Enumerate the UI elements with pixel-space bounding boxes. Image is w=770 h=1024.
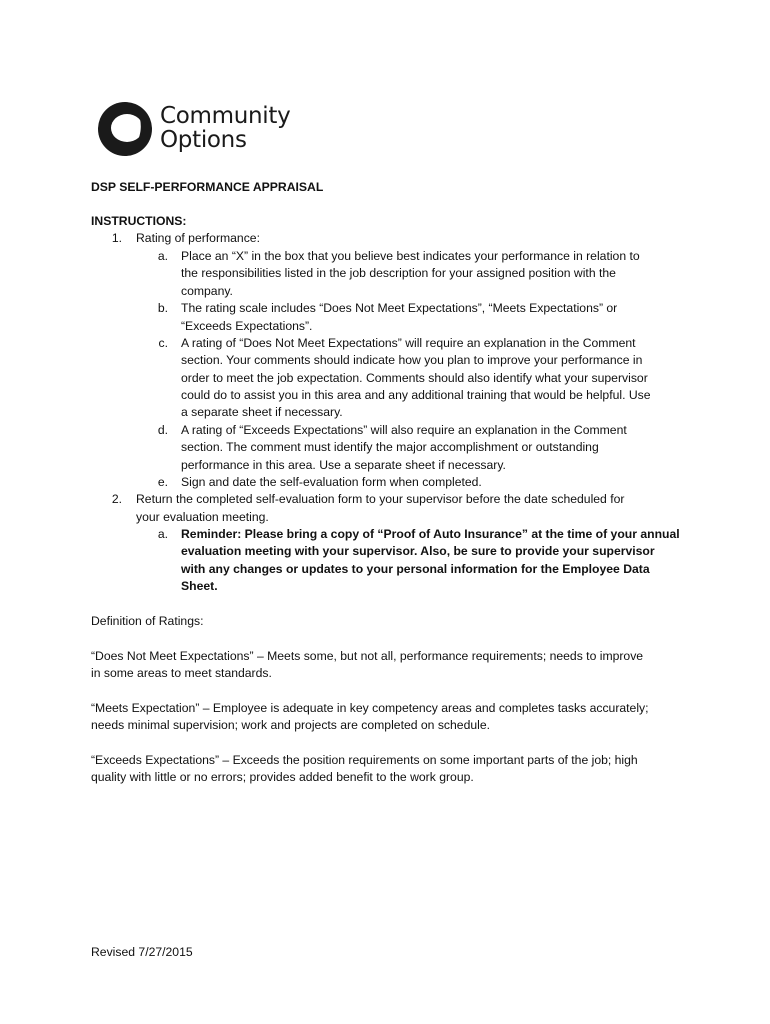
- sub-marker: b.: [157, 301, 168, 315]
- logo-wordmark: [160, 104, 290, 152]
- list-marker: 1.: [111, 231, 122, 245]
- logo-line-2: Options: [160, 127, 247, 153]
- instruction-text: Return the completed self-evaluation form to your supervisor before the date scheduled for: [136, 492, 625, 506]
- sub-marker: d.: [157, 423, 168, 437]
- sub-item-line: A rating of “Exceeds Expectations” will also require an explanation in the Comment: [181, 423, 627, 437]
- definition-line: “Exceeds Expectations” – Exceeds the position requirements on some important parts of the job; high: [91, 753, 638, 767]
- sub-marker: a.: [157, 249, 168, 263]
- sub-item-line: The rating scale includes “Does Not Meet Expectations”, “Meets Expectations” or: [181, 301, 618, 315]
- reminder-line: with any changes or updates to your personal information for the Employee Data: [181, 562, 650, 576]
- instruction-text: your evaluation meeting.: [136, 510, 269, 524]
- definition-line: quality with little or no errors; provides added benefit to the work group.: [91, 770, 474, 784]
- definitions-heading: Definition of Ratings:: [91, 614, 204, 628]
- reminder-line: Sheet.: [181, 579, 218, 593]
- sub-item-line: Sign and date the self-evaluation form when completed.: [181, 475, 482, 489]
- sub-item-line: Place an “X” in the box that you believe best indicates your performance in relation to: [181, 249, 640, 263]
- sub-marker: a.: [157, 527, 168, 541]
- company-logo: [94, 96, 294, 162]
- sub-marker: c.: [158, 336, 168, 350]
- sub-item-line: a separate sheet if necessary.: [181, 405, 343, 419]
- sub-item-line: “Exceeds Expectations”.: [181, 319, 313, 333]
- sub-item-line: performance in this area. Use a separate sheet if necessary.: [181, 458, 506, 472]
- logo-line-1: Community: [160, 103, 291, 129]
- instructions-heading: INSTRUCTIONS:: [91, 214, 187, 228]
- definition-line: “Meets Expectation” – Employee is adequate in key competency areas and completes tasks accurately;: [91, 701, 649, 715]
- sub-item-line: section. The comment must identify the major accomplishment or outstanding: [181, 440, 599, 454]
- sub-item-line: section. Your comments should indicate how you plan to improve your performance in: [181, 353, 643, 367]
- logo-ring-icon: [94, 96, 158, 162]
- sub-item-line: the responsibilities listed in the job description for your assigned position with the: [181, 266, 616, 280]
- definition-line: needs minimal supervision; work and projects are completed on schedule.: [91, 718, 491, 732]
- definition-line: “Does Not Meet Expectations” – Meets some, but not all, performance requirements; needs to improve: [91, 649, 644, 663]
- revision-date: Revised 7/27/2015: [91, 945, 193, 959]
- sub-item-line: company.: [181, 284, 233, 298]
- document-title: DSP SELF-PERFORMANCE APPRAISAL: [91, 180, 324, 194]
- reminder-line: Reminder: Please bring a copy of “Proof of Auto Insurance” at the time of your annual: [181, 527, 680, 541]
- reminder-line: evaluation meeting with your supervisor. Also, be sure to provide your supervisor: [181, 544, 655, 558]
- instruction-text: Rating of performance:: [136, 231, 260, 245]
- sub-item-line: A rating of “Does Not Meet Expectations” will require an explanation in the Comment: [181, 336, 636, 350]
- definition-line: in some areas to meet standards.: [91, 666, 272, 680]
- sub-marker: e.: [157, 475, 168, 489]
- list-marker: 2.: [111, 492, 122, 506]
- sub-item-line: could do to assist you in this area and any additional training that would be helpful. Use: [181, 388, 651, 402]
- sub-item-line: order to meet the job expectation. Comments should also identify what your supervisor: [181, 371, 648, 385]
